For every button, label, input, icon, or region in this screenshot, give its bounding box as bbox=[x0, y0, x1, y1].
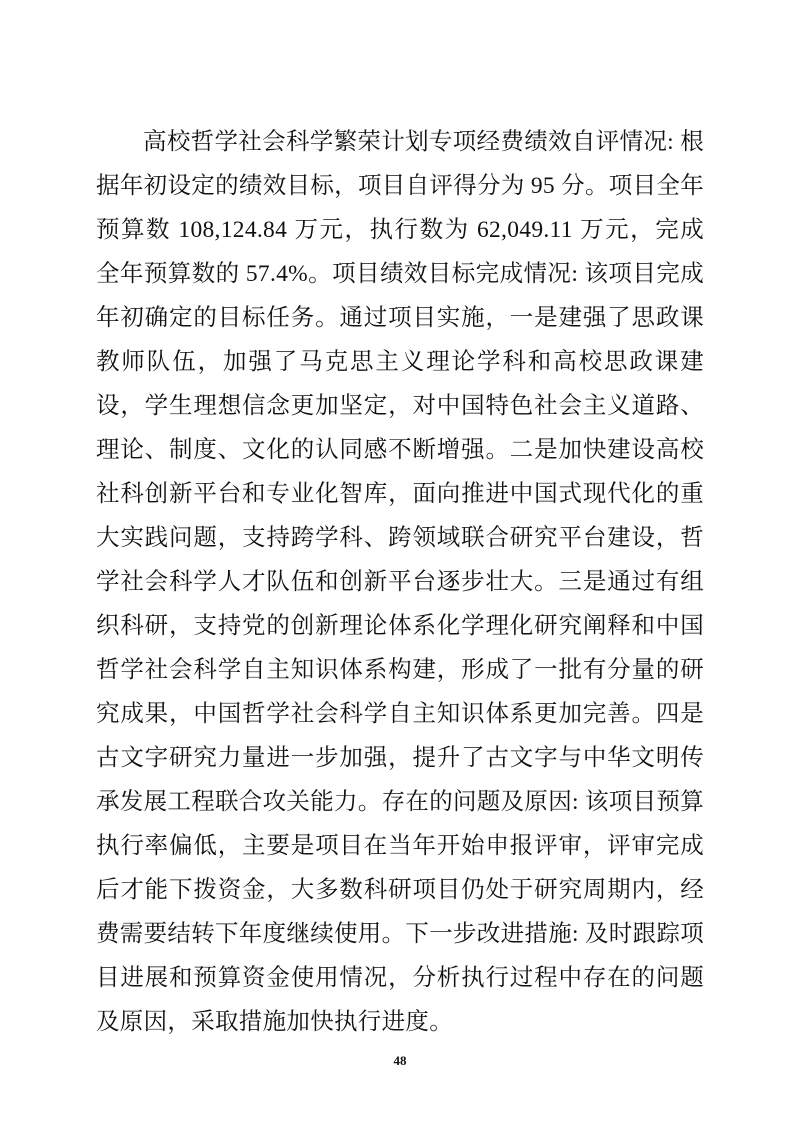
page-number: 48 bbox=[393, 1053, 407, 1068]
body-paragraph: 高校哲学社会科学繁荣计划专项经费绩效自评情况: 根据年初设定的绩效目标，项目自评得分为 95 分。项目全年预算数 108,124.84 万元，执行数为 62,049.11 万元，完成全年预算数的 57.4%。项目绩效目标完成情况: 该项目完成年初确定的目标任务。通过项目实施，一是建强了思政课教师队伍，加强了马克思主义理论学科和高校思政课建设，学生理想信念更加坚定，对中国特色社会主义道路、理论、制度、文化的认同感不断增强。二是加快建设高校社科创新平台和专业化智库，面向推进中国式现代化的重大实践问题，支持跨学科、跨领域联合研究平台建设，哲学社会科学人才队伍和创新平台逐步壮大。三是通过有组织科研，支持党的创新理论体系化学理化研究阐释和中国哲学社会科学自主知识体系构建，形成了一批有分量的研究成果，中国哲学社会科学自主知识体系更加完善。四是古文字研究力量进一步加强，提升了古文字与中华文明传承发展工程联合攻关能力。存在的问题及原因: 该项目预算执行率偏低，主要是项目在当年开始申报评审，评审完成后才能下拨资金，大多数科研项目仍处于研究周期内，经费需要结转下年度继续使用。下一步改进措施: 及时跟踪项目进展和预算资金使用情况，分析执行过程中存在的问题及原因，采取措施加快执行进度。 bbox=[96, 128, 705, 1035]
